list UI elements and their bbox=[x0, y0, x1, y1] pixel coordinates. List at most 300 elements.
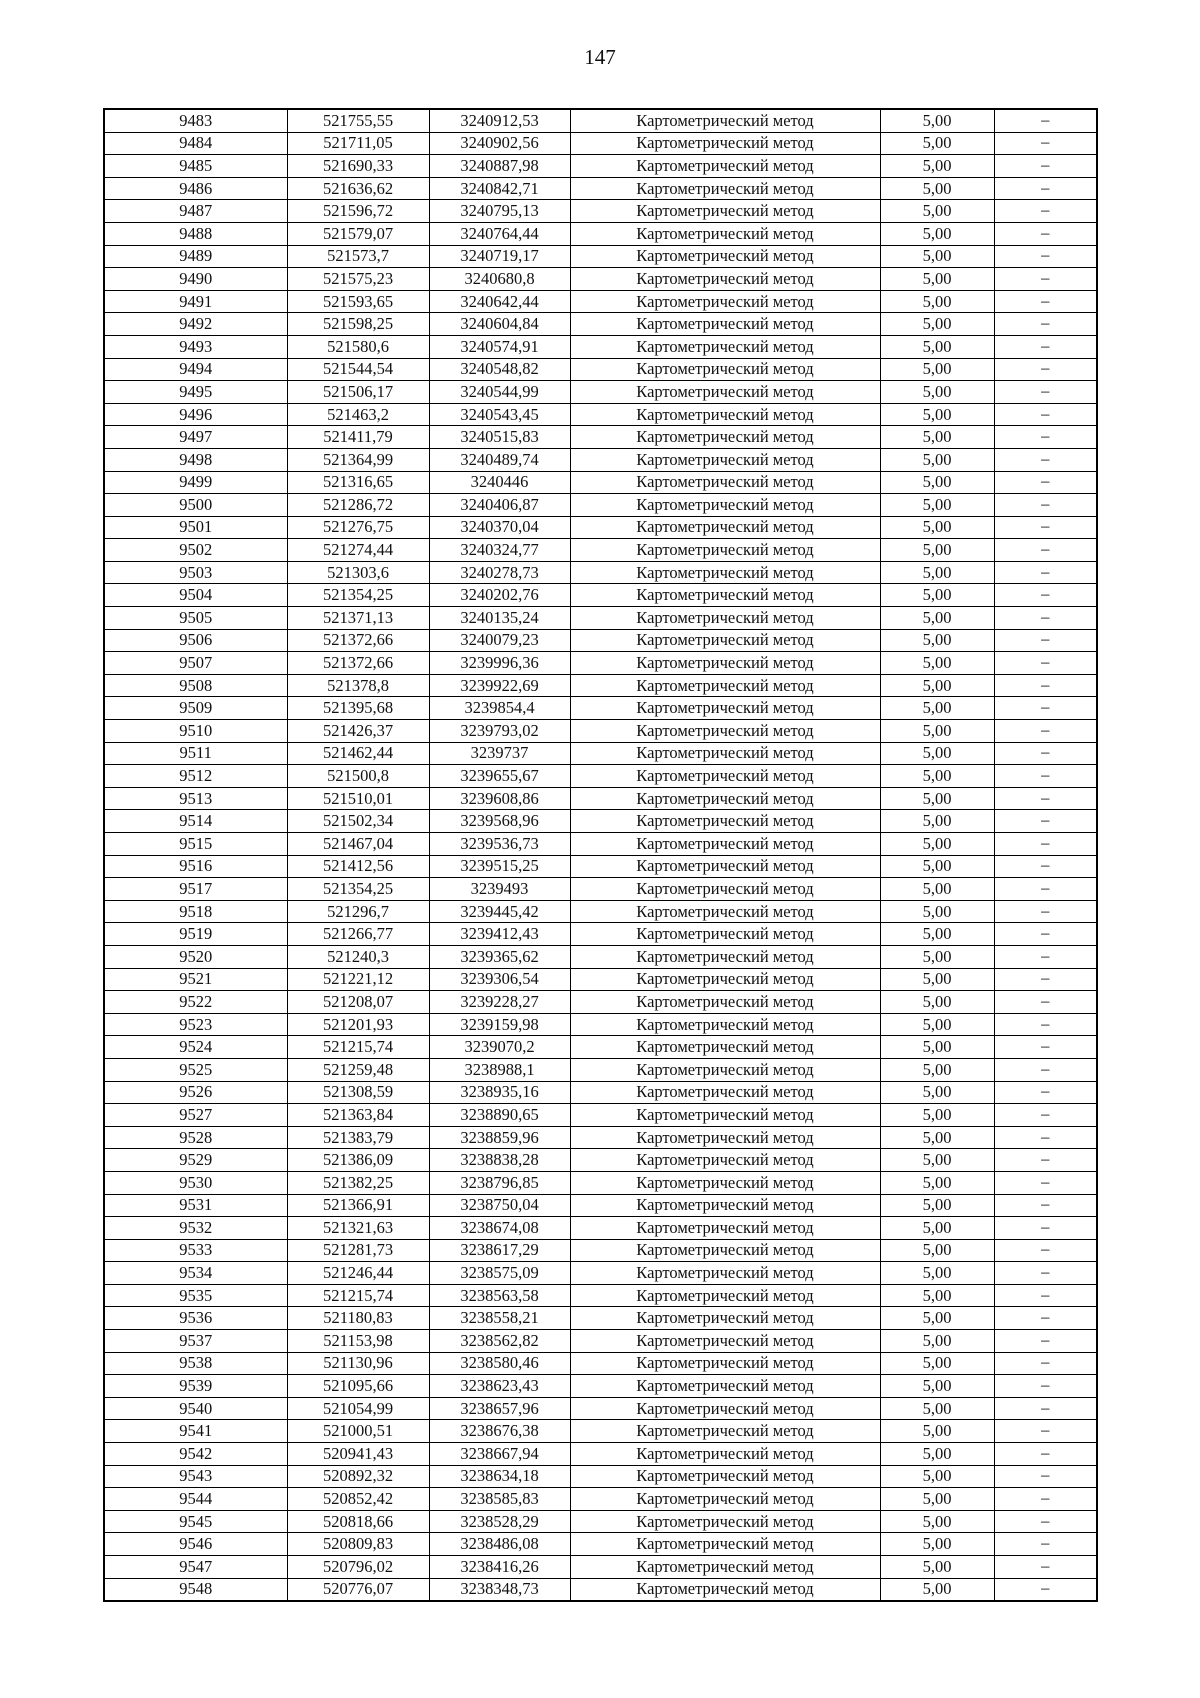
y-coordinate-cell: 3239306,54 bbox=[429, 968, 570, 991]
x-coordinate-cell: 521276,75 bbox=[287, 516, 429, 539]
method-cell: Картометрический метод bbox=[570, 674, 880, 697]
table-row bbox=[104, 1443, 1097, 1466]
table-row bbox=[104, 629, 1097, 652]
point-number-cell: 9487 bbox=[104, 200, 287, 223]
table-row bbox=[104, 720, 1097, 743]
accuracy-cell: 5,00 bbox=[880, 991, 994, 1014]
y-coordinate-cell: 3240489,74 bbox=[429, 448, 570, 471]
method-cell: Картометрический метод bbox=[570, 313, 880, 336]
table-row bbox=[104, 900, 1097, 923]
table-row bbox=[104, 1171, 1097, 1194]
method-cell: Картометрический метод bbox=[570, 720, 880, 743]
y-coordinate-cell: 3238838,28 bbox=[429, 1149, 570, 1172]
point-number-cell: 9527 bbox=[104, 1104, 287, 1127]
accuracy-cell: 5,00 bbox=[880, 765, 994, 788]
note-cell bbox=[994, 629, 1097, 652]
table-row bbox=[104, 697, 1097, 720]
x-coordinate-cell: 521372,66 bbox=[287, 629, 429, 652]
method-cell: Картометрический метод bbox=[570, 787, 880, 810]
note-cell bbox=[994, 177, 1097, 200]
dash-mark: – bbox=[1041, 561, 1050, 581]
y-coordinate-cell: 3238657,96 bbox=[429, 1397, 570, 1420]
table-row bbox=[104, 222, 1097, 245]
y-coordinate-cell: 3239737 bbox=[429, 742, 570, 765]
accuracy-cell: 5,00 bbox=[880, 1194, 994, 1217]
point-number-cell: 9499 bbox=[104, 471, 287, 494]
accuracy-cell: 5,00 bbox=[880, 177, 994, 200]
note-cell bbox=[994, 968, 1097, 991]
method-cell: Картометрический метод bbox=[570, 403, 880, 426]
point-number-cell: 9493 bbox=[104, 335, 287, 358]
y-coordinate-cell: 3240079,23 bbox=[429, 629, 570, 652]
x-coordinate-cell: 521372,66 bbox=[287, 652, 429, 675]
y-coordinate-cell: 3238676,38 bbox=[429, 1420, 570, 1443]
dash-mark: – bbox=[1041, 990, 1050, 1010]
accuracy-cell: 5,00 bbox=[880, 945, 994, 968]
method-cell: Картометрический метод bbox=[570, 1420, 880, 1443]
dash-mark: – bbox=[1041, 1442, 1050, 1462]
y-coordinate-cell: 3238562,82 bbox=[429, 1330, 570, 1353]
note-cell bbox=[994, 222, 1097, 245]
dash-mark: – bbox=[1041, 945, 1050, 965]
note-cell bbox=[994, 268, 1097, 291]
note-cell bbox=[994, 1556, 1097, 1579]
x-coordinate-cell: 521259,48 bbox=[287, 1058, 429, 1081]
y-coordinate-cell: 3238416,26 bbox=[429, 1556, 570, 1579]
x-coordinate-cell: 520776,07 bbox=[287, 1578, 429, 1601]
table-row bbox=[104, 268, 1097, 291]
table-row bbox=[104, 1126, 1097, 1149]
note-cell bbox=[994, 810, 1097, 833]
y-coordinate-cell: 3238890,65 bbox=[429, 1104, 570, 1127]
x-coordinate-cell: 521054,99 bbox=[287, 1397, 429, 1420]
note-cell bbox=[994, 991, 1097, 1014]
y-coordinate-cell: 3238935,16 bbox=[429, 1081, 570, 1104]
point-number-cell: 9501 bbox=[104, 516, 287, 539]
x-coordinate-cell: 521593,65 bbox=[287, 290, 429, 313]
y-coordinate-cell: 3240324,77 bbox=[429, 539, 570, 562]
point-number-cell: 9511 bbox=[104, 742, 287, 765]
note-cell bbox=[994, 720, 1097, 743]
point-number-cell: 9537 bbox=[104, 1330, 287, 1353]
point-number-cell: 9512 bbox=[104, 765, 287, 788]
y-coordinate-cell: 3240574,91 bbox=[429, 335, 570, 358]
method-cell: Картометрический метод bbox=[570, 132, 880, 155]
dash-mark: – bbox=[1041, 832, 1050, 852]
accuracy-cell: 5,00 bbox=[880, 968, 994, 991]
point-number-cell: 9545 bbox=[104, 1510, 287, 1533]
y-coordinate-cell: 3239922,69 bbox=[429, 674, 570, 697]
note-cell bbox=[994, 1171, 1097, 1194]
coordinates-table bbox=[103, 108, 1098, 1602]
accuracy-cell: 5,00 bbox=[880, 720, 994, 743]
accuracy-cell: 5,00 bbox=[880, 1284, 994, 1307]
y-coordinate-cell: 3240278,73 bbox=[429, 561, 570, 584]
y-coordinate-cell: 3240544,99 bbox=[429, 381, 570, 404]
note-cell bbox=[994, 358, 1097, 381]
accuracy-cell: 5,00 bbox=[880, 652, 994, 675]
note-cell bbox=[994, 200, 1097, 223]
table-row bbox=[104, 945, 1097, 968]
dash-mark: – bbox=[1041, 1488, 1050, 1508]
x-coordinate-cell: 521386,09 bbox=[287, 1149, 429, 1172]
accuracy-cell: 5,00 bbox=[880, 1013, 994, 1036]
x-coordinate-cell: 521467,04 bbox=[287, 833, 429, 856]
dash-mark: – bbox=[1041, 1555, 1050, 1575]
point-number-cell: 9517 bbox=[104, 878, 287, 901]
table-row bbox=[104, 132, 1097, 155]
accuracy-cell: 5,00 bbox=[880, 1239, 994, 1262]
y-coordinate-cell: 3240543,45 bbox=[429, 403, 570, 426]
point-number-cell: 9535 bbox=[104, 1284, 287, 1307]
method-cell: Картометрический метод bbox=[570, 878, 880, 901]
dash-mark: – bbox=[1041, 968, 1050, 988]
dash-mark: – bbox=[1041, 1239, 1050, 1259]
dash-mark: – bbox=[1041, 1013, 1050, 1033]
note-cell bbox=[994, 833, 1097, 856]
y-coordinate-cell: 3238563,58 bbox=[429, 1284, 570, 1307]
y-coordinate-cell: 3239536,73 bbox=[429, 833, 570, 856]
accuracy-cell: 5,00 bbox=[880, 539, 994, 562]
dash-mark: – bbox=[1041, 177, 1050, 197]
dash-mark: – bbox=[1041, 1465, 1050, 1485]
accuracy-cell: 5,00 bbox=[880, 403, 994, 426]
note-cell bbox=[994, 765, 1097, 788]
point-number-cell: 9529 bbox=[104, 1149, 287, 1172]
point-number-cell: 9489 bbox=[104, 245, 287, 268]
x-coordinate-cell: 520796,02 bbox=[287, 1556, 429, 1579]
x-coordinate-cell: 521215,74 bbox=[287, 1036, 429, 1059]
note-cell bbox=[994, 923, 1097, 946]
y-coordinate-cell: 3238667,94 bbox=[429, 1443, 570, 1466]
point-number-cell: 9486 bbox=[104, 177, 287, 200]
accuracy-cell: 5,00 bbox=[880, 1330, 994, 1353]
y-coordinate-cell: 3238585,83 bbox=[429, 1488, 570, 1511]
table-row bbox=[104, 539, 1097, 562]
y-coordinate-cell: 3240680,8 bbox=[429, 268, 570, 291]
y-coordinate-cell: 3240902,56 bbox=[429, 132, 570, 155]
dash-mark: – bbox=[1041, 426, 1050, 446]
x-coordinate-cell: 521354,25 bbox=[287, 878, 429, 901]
method-cell: Картометрический метод bbox=[570, 1194, 880, 1217]
accuracy-cell: 5,00 bbox=[880, 878, 994, 901]
method-cell: Картометрический метод bbox=[570, 1081, 880, 1104]
x-coordinate-cell: 521579,07 bbox=[287, 222, 429, 245]
point-number-cell: 9524 bbox=[104, 1036, 287, 1059]
table-row bbox=[104, 313, 1097, 336]
point-number-cell: 9498 bbox=[104, 448, 287, 471]
method-cell: Картометрический метод bbox=[570, 765, 880, 788]
point-number-cell: 9490 bbox=[104, 268, 287, 291]
accuracy-cell: 5,00 bbox=[880, 923, 994, 946]
y-coordinate-cell: 3239493 bbox=[429, 878, 570, 901]
table-row bbox=[104, 1194, 1097, 1217]
table-row bbox=[104, 177, 1097, 200]
note-cell bbox=[994, 403, 1097, 426]
y-coordinate-cell: 3240548,82 bbox=[429, 358, 570, 381]
y-coordinate-cell: 3238617,29 bbox=[429, 1239, 570, 1262]
accuracy-cell: 5,00 bbox=[880, 1104, 994, 1127]
method-cell: Картометрический метод bbox=[570, 381, 880, 404]
table-row bbox=[104, 1397, 1097, 1420]
x-coordinate-cell: 521510,01 bbox=[287, 787, 429, 810]
method-cell: Картометрический метод bbox=[570, 855, 880, 878]
note-cell bbox=[994, 1239, 1097, 1262]
x-coordinate-cell: 521711,05 bbox=[287, 132, 429, 155]
note-cell bbox=[994, 742, 1097, 765]
x-coordinate-cell: 521502,34 bbox=[287, 810, 429, 833]
table-row bbox=[104, 155, 1097, 178]
y-coordinate-cell: 3239854,4 bbox=[429, 697, 570, 720]
method-cell: Картометрический метод bbox=[570, 448, 880, 471]
method-cell: Картометрический метод bbox=[570, 1171, 880, 1194]
dash-mark: – bbox=[1041, 1216, 1050, 1236]
method-cell: Картометрический метод bbox=[570, 923, 880, 946]
accuracy-cell: 5,00 bbox=[880, 1352, 994, 1375]
method-cell: Картометрический метод bbox=[570, 1284, 880, 1307]
accuracy-cell: 5,00 bbox=[880, 494, 994, 517]
dash-mark: – bbox=[1041, 1307, 1050, 1327]
method-cell: Картометрический метод bbox=[570, 1510, 880, 1533]
table-row bbox=[104, 200, 1097, 223]
note-cell bbox=[994, 1330, 1097, 1353]
dash-mark: – bbox=[1041, 719, 1050, 739]
table-row bbox=[104, 1217, 1097, 1240]
x-coordinate-cell: 521303,6 bbox=[287, 561, 429, 584]
point-number-cell: 9543 bbox=[104, 1465, 287, 1488]
y-coordinate-cell: 3240370,04 bbox=[429, 516, 570, 539]
accuracy-cell: 5,00 bbox=[880, 155, 994, 178]
table-row bbox=[104, 426, 1097, 449]
dash-mark: – bbox=[1041, 132, 1050, 152]
method-cell: Картометрический метод bbox=[570, 1488, 880, 1511]
method-cell: Картометрический метод bbox=[570, 539, 880, 562]
x-coordinate-cell: 520818,66 bbox=[287, 1510, 429, 1533]
note-cell bbox=[994, 1194, 1097, 1217]
point-number-cell: 9516 bbox=[104, 855, 287, 878]
table-row bbox=[104, 516, 1097, 539]
y-coordinate-cell: 3238634,18 bbox=[429, 1465, 570, 1488]
point-number-cell: 9534 bbox=[104, 1262, 287, 1285]
point-number-cell: 9521 bbox=[104, 968, 287, 991]
table-row bbox=[104, 584, 1097, 607]
accuracy-cell: 5,00 bbox=[880, 516, 994, 539]
table-row bbox=[104, 1465, 1097, 1488]
dash-mark: – bbox=[1041, 471, 1050, 491]
accuracy-cell: 5,00 bbox=[880, 697, 994, 720]
table-row bbox=[104, 1420, 1097, 1443]
note-cell bbox=[994, 1081, 1097, 1104]
note-cell bbox=[994, 1149, 1097, 1172]
note-cell bbox=[994, 1262, 1097, 1285]
x-coordinate-cell: 521378,8 bbox=[287, 674, 429, 697]
x-coordinate-cell: 521596,72 bbox=[287, 200, 429, 223]
table-row bbox=[104, 1104, 1097, 1127]
dash-mark: – bbox=[1041, 1036, 1050, 1056]
dash-mark: – bbox=[1041, 335, 1050, 355]
method-cell: Картометрический метод bbox=[570, 968, 880, 991]
x-coordinate-cell: 521575,23 bbox=[287, 268, 429, 291]
note-cell bbox=[994, 945, 1097, 968]
y-coordinate-cell: 3238575,09 bbox=[429, 1262, 570, 1285]
accuracy-cell: 5,00 bbox=[880, 313, 994, 336]
method-cell: Картометрический метод bbox=[570, 991, 880, 1014]
dash-mark: – bbox=[1041, 1058, 1050, 1078]
accuracy-cell: 5,00 bbox=[880, 132, 994, 155]
method-cell: Картометрический метод bbox=[570, 426, 880, 449]
accuracy-cell: 5,00 bbox=[880, 245, 994, 268]
table-row bbox=[104, 787, 1097, 810]
dash-mark: – bbox=[1041, 1510, 1050, 1530]
x-coordinate-cell: 521573,7 bbox=[287, 245, 429, 268]
note-cell bbox=[994, 1307, 1097, 1330]
note-cell bbox=[994, 697, 1097, 720]
y-coordinate-cell: 3238750,04 bbox=[429, 1194, 570, 1217]
accuracy-cell: 5,00 bbox=[880, 426, 994, 449]
accuracy-cell: 5,00 bbox=[880, 561, 994, 584]
method-cell: Картометрический метод bbox=[570, 494, 880, 517]
method-cell: Картометрический метод bbox=[570, 900, 880, 923]
y-coordinate-cell: 3240795,13 bbox=[429, 200, 570, 223]
note-cell bbox=[994, 245, 1097, 268]
point-number-cell: 9494 bbox=[104, 358, 287, 381]
point-number-cell: 9536 bbox=[104, 1307, 287, 1330]
table-row bbox=[104, 1556, 1097, 1579]
table-row bbox=[104, 290, 1097, 313]
x-coordinate-cell: 521598,25 bbox=[287, 313, 429, 336]
table-row bbox=[104, 335, 1097, 358]
dash-mark: – bbox=[1041, 1420, 1050, 1440]
accuracy-cell: 5,00 bbox=[880, 607, 994, 630]
table-row bbox=[104, 1262, 1097, 1285]
method-cell: Картометрический метод bbox=[570, 1307, 880, 1330]
dash-mark: – bbox=[1041, 267, 1050, 287]
x-coordinate-cell: 521690,33 bbox=[287, 155, 429, 178]
method-cell: Картометрический метод bbox=[570, 1262, 880, 1285]
method-cell: Картометрический метод bbox=[570, 1352, 880, 1375]
accuracy-cell: 5,00 bbox=[880, 290, 994, 313]
method-cell: Картометрический метод bbox=[570, 561, 880, 584]
point-number-cell: 9520 bbox=[104, 945, 287, 968]
table-row bbox=[104, 1284, 1097, 1307]
x-coordinate-cell: 520941,43 bbox=[287, 1443, 429, 1466]
dash-mark: – bbox=[1041, 697, 1050, 717]
accuracy-cell: 5,00 bbox=[880, 1375, 994, 1398]
method-cell: Картометрический метод bbox=[570, 335, 880, 358]
y-coordinate-cell: 3239515,25 bbox=[429, 855, 570, 878]
accuracy-cell: 5,00 bbox=[880, 833, 994, 856]
dash-mark: – bbox=[1041, 109, 1050, 129]
table-row bbox=[104, 448, 1097, 471]
point-number-cell: 9500 bbox=[104, 494, 287, 517]
note-cell bbox=[994, 561, 1097, 584]
point-number-cell: 9497 bbox=[104, 426, 287, 449]
method-cell: Картометрический метод bbox=[570, 1036, 880, 1059]
accuracy-cell: 5,00 bbox=[880, 584, 994, 607]
table-row bbox=[104, 1510, 1097, 1533]
x-coordinate-cell: 521544,54 bbox=[287, 358, 429, 381]
table-row bbox=[104, 652, 1097, 675]
table-row bbox=[104, 403, 1097, 426]
x-coordinate-cell: 520852,42 bbox=[287, 1488, 429, 1511]
y-coordinate-cell: 3238859,96 bbox=[429, 1126, 570, 1149]
table-row bbox=[104, 1058, 1097, 1081]
point-number-cell: 9502 bbox=[104, 539, 287, 562]
x-coordinate-cell: 520892,32 bbox=[287, 1465, 429, 1488]
accuracy-cell: 5,00 bbox=[880, 810, 994, 833]
dash-mark: – bbox=[1041, 380, 1050, 400]
x-coordinate-cell: 521240,3 bbox=[287, 945, 429, 968]
method-cell: Картометрический метод bbox=[570, 471, 880, 494]
table-row bbox=[104, 358, 1097, 381]
y-coordinate-cell: 3239445,42 bbox=[429, 900, 570, 923]
dash-mark: – bbox=[1041, 629, 1050, 649]
accuracy-cell: 5,00 bbox=[880, 742, 994, 765]
y-coordinate-cell: 3240604,84 bbox=[429, 313, 570, 336]
method-cell: Картометрический метод bbox=[570, 200, 880, 223]
note-cell bbox=[994, 584, 1097, 607]
dash-mark: – bbox=[1041, 154, 1050, 174]
accuracy-cell: 5,00 bbox=[880, 1171, 994, 1194]
method-cell: Картометрический метод bbox=[570, 155, 880, 178]
dash-mark: – bbox=[1041, 1081, 1050, 1101]
note-cell bbox=[994, 1510, 1097, 1533]
point-number-cell: 9541 bbox=[104, 1420, 287, 1443]
y-coordinate-cell: 3239365,62 bbox=[429, 945, 570, 968]
table-row bbox=[104, 765, 1097, 788]
accuracy-cell: 5,00 bbox=[880, 222, 994, 245]
table-row bbox=[104, 109, 1097, 132]
y-coordinate-cell: 3239412,43 bbox=[429, 923, 570, 946]
point-number-cell: 9528 bbox=[104, 1126, 287, 1149]
method-cell: Картометрический метод bbox=[570, 742, 880, 765]
point-number-cell: 9523 bbox=[104, 1013, 287, 1036]
x-coordinate-cell: 521153,98 bbox=[287, 1330, 429, 1353]
x-coordinate-cell: 521412,56 bbox=[287, 855, 429, 878]
dash-mark: – bbox=[1041, 1578, 1050, 1598]
table-row bbox=[104, 1330, 1097, 1353]
method-cell: Картометрический метод bbox=[570, 1013, 880, 1036]
point-number-cell: 9539 bbox=[104, 1375, 287, 1398]
point-number-cell: 9491 bbox=[104, 290, 287, 313]
note-cell bbox=[994, 1126, 1097, 1149]
point-number-cell: 9504 bbox=[104, 584, 287, 607]
x-coordinate-cell: 521371,13 bbox=[287, 607, 429, 630]
accuracy-cell: 5,00 bbox=[880, 1488, 994, 1511]
method-cell: Картометрический метод bbox=[570, 1104, 880, 1127]
point-number-cell: 9515 bbox=[104, 833, 287, 856]
dash-mark: – bbox=[1041, 493, 1050, 513]
dash-mark: – bbox=[1041, 1375, 1050, 1395]
note-cell bbox=[994, 313, 1097, 336]
x-coordinate-cell: 521363,84 bbox=[287, 1104, 429, 1127]
point-number-cell: 9496 bbox=[104, 403, 287, 426]
coordinates-table-body bbox=[104, 109, 1097, 1601]
page-number: 147 bbox=[584, 45, 616, 69]
dash-mark: – bbox=[1041, 448, 1050, 468]
dash-mark: – bbox=[1041, 1397, 1050, 1417]
x-coordinate-cell: 521383,79 bbox=[287, 1126, 429, 1149]
dash-mark: – bbox=[1041, 742, 1050, 762]
dash-mark: – bbox=[1041, 1533, 1050, 1553]
x-coordinate-cell: 521308,59 bbox=[287, 1081, 429, 1104]
point-number-cell: 9518 bbox=[104, 900, 287, 923]
note-cell bbox=[994, 878, 1097, 901]
note-cell bbox=[994, 381, 1097, 404]
y-coordinate-cell: 3240135,24 bbox=[429, 607, 570, 630]
accuracy-cell: 5,00 bbox=[880, 1126, 994, 1149]
y-coordinate-cell: 3240719,17 bbox=[429, 245, 570, 268]
